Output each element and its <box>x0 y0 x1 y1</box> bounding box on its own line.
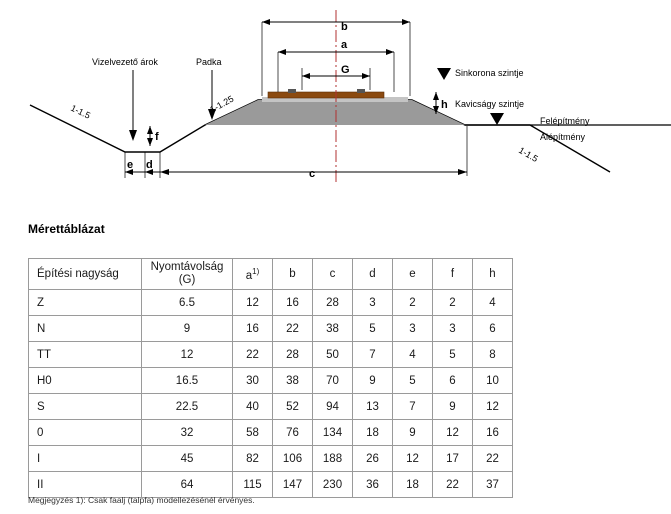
table-row <box>29 290 513 316</box>
header-b: b <box>273 259 313 290</box>
label-ballast-level: Kavicságy szintje <box>455 99 525 109</box>
cell-build-size: TT <box>29 342 142 368</box>
cell-d: 5 <box>353 316 393 342</box>
dim-label-f: f <box>155 131 159 143</box>
cell-h: 8 <box>473 342 513 368</box>
cell-c: 188 <box>313 446 353 472</box>
header-f: f <box>433 259 473 290</box>
cell-a: 82 <box>233 446 273 472</box>
cell-d: 18 <box>353 420 393 446</box>
arrow-f-bottom <box>147 138 153 146</box>
dim-label-d: d <box>146 159 153 171</box>
label-slope-left-inner: 1-1.25 <box>208 93 236 115</box>
cell-e: 5 <box>393 368 433 394</box>
cell-a: 12 <box>233 290 273 316</box>
header-a-text: a <box>245 269 253 282</box>
cross-section-diagram <box>0 0 671 205</box>
embankment-fill <box>205 100 465 125</box>
dim-label-b: b <box>341 21 348 33</box>
cell-d: 26 <box>353 446 393 472</box>
label-slope-left-outer: 1-1.5 <box>69 102 92 121</box>
arrow-a-left <box>278 49 286 55</box>
table-row <box>29 342 513 368</box>
cell-h: 37 <box>473 472 513 498</box>
label-slope-right-outer: 1-1.5 <box>517 145 540 164</box>
cell-f: 12 <box>433 420 473 446</box>
label-substructure: Alépítmény <box>540 132 586 142</box>
label-ditch: Vizelvezető árok <box>92 57 158 67</box>
cell-b: 22 <box>273 316 313 342</box>
cell-f: 9 <box>433 394 473 420</box>
header-d: d <box>353 259 393 290</box>
header-e: e <box>393 259 433 290</box>
cell-c: 38 <box>313 316 353 342</box>
cell-build-size: S <box>29 394 142 420</box>
table-row <box>29 316 513 342</box>
arrow-c-right <box>458 169 467 175</box>
cell-f: 22 <box>433 472 473 498</box>
cell-b: 38 <box>273 368 313 394</box>
table-row <box>29 420 513 446</box>
cell-e: 3 <box>393 316 433 342</box>
cell-b: 147 <box>273 472 313 498</box>
sleeper <box>268 92 384 98</box>
table-row <box>29 472 513 498</box>
cell-f: 6 <box>433 368 473 394</box>
cell-f: 5 <box>433 342 473 368</box>
cell-d: 13 <box>353 394 393 420</box>
cell-c: 94 <box>313 394 353 420</box>
header-gauge <box>142 259 233 290</box>
footnote: Megjegyzés 1): Csak faalj (talpfa) modellezésénél érvényes. <box>28 495 255 505</box>
header-gauge-main: Nyomtávolság <box>150 261 224 273</box>
table-header-row <box>29 259 513 290</box>
cell-gauge: 32 <box>142 420 233 446</box>
cell-d: 3 <box>353 290 393 316</box>
cell-b: 76 <box>273 420 313 446</box>
cell-f: 2 <box>433 290 473 316</box>
label-superstructure: Felépítmény <box>540 116 590 126</box>
cell-gauge: 6.5 <box>142 290 233 316</box>
dim-label-c: c <box>309 168 316 180</box>
cell-gauge: 16.5 <box>142 368 233 394</box>
label-shoulder: Padka <box>196 57 222 67</box>
cell-e: 7 <box>393 394 433 420</box>
cell-d: 9 <box>353 368 393 394</box>
cell-e: 18 <box>393 472 433 498</box>
table-row <box>29 446 513 472</box>
cell-gauge: 64 <box>142 472 233 498</box>
header-a-superscript: 1) <box>252 266 260 276</box>
cell-e: 4 <box>393 342 433 368</box>
arrow-b-right <box>402 19 410 25</box>
cell-d: 36 <box>353 472 393 498</box>
cell-b: 106 <box>273 446 313 472</box>
arrow-a-right <box>386 49 394 55</box>
cell-gauge: 9 <box>142 316 233 342</box>
cell-b: 28 <box>273 342 313 368</box>
table-body <box>29 290 513 498</box>
cell-build-size: I <box>29 446 142 472</box>
cell-f: 3 <box>433 316 473 342</box>
cell-e: 2 <box>393 290 433 316</box>
cell-gauge: 12 <box>142 342 233 368</box>
cell-b: 16 <box>273 290 313 316</box>
table-row <box>29 394 513 420</box>
header-gauge-sub: (G) <box>178 274 196 286</box>
header-h: h <box>473 259 513 290</box>
cell-h: 6 <box>473 316 513 342</box>
cell-a: 16 <box>233 316 273 342</box>
arrow-f-top <box>147 126 153 134</box>
cell-gauge: 22.5 <box>142 394 233 420</box>
cell-d: 7 <box>353 342 393 368</box>
cell-build-size: 0 <box>29 420 142 446</box>
cell-b: 52 <box>273 394 313 420</box>
label-rail-top-level: Sinkorona szintje <box>455 68 524 78</box>
arrow-h-top <box>433 92 439 100</box>
marker-rail-top-level <box>437 68 451 80</box>
cell-a: 22 <box>233 342 273 368</box>
cell-c: 230 <box>313 472 353 498</box>
cell-build-size: H0 <box>29 368 142 394</box>
cell-h: 10 <box>473 368 513 394</box>
cell-a: 115 <box>233 472 273 498</box>
cell-e: 9 <box>393 420 433 446</box>
header-c: c <box>313 259 353 290</box>
rail-left <box>288 89 296 93</box>
cell-a: 30 <box>233 368 273 394</box>
cell-c: 50 <box>313 342 353 368</box>
cross-section-svg <box>0 0 671 205</box>
dim-label-e: e <box>127 159 134 171</box>
dim-label-h: h <box>441 99 448 111</box>
dimension-table <box>28 258 513 498</box>
cell-c: 28 <box>313 290 353 316</box>
arrow-b-left <box>262 19 270 25</box>
cell-c: 70 <box>313 368 353 394</box>
arrow-g-right <box>362 73 370 79</box>
cell-a: 40 <box>233 394 273 420</box>
header-name: Építési nagyság <box>29 259 142 290</box>
cell-h: 12 <box>473 394 513 420</box>
arrow-c-left <box>160 169 169 175</box>
cell-a: 58 <box>233 420 273 446</box>
cell-gauge: 45 <box>142 446 233 472</box>
cell-e: 12 <box>393 446 433 472</box>
cell-build-size: N <box>29 316 142 342</box>
arrow-ditch <box>129 130 137 141</box>
arrow-g-left <box>302 73 310 79</box>
table-title: Mérettáblázat <box>28 222 105 236</box>
marker-superstructure <box>490 113 504 125</box>
cell-build-size: II <box>29 472 142 498</box>
table-row <box>29 368 513 394</box>
cell-f: 17 <box>433 446 473 472</box>
dim-label-g: G <box>341 64 350 76</box>
cell-h: 22 <box>473 446 513 472</box>
rail-right <box>357 89 365 93</box>
cell-c: 134 <box>313 420 353 446</box>
cell-h: 16 <box>473 420 513 446</box>
cell-h: 4 <box>473 290 513 316</box>
header-a <box>233 259 273 290</box>
dim-label-a: a <box>341 39 348 51</box>
cell-build-size: Z <box>29 290 142 316</box>
